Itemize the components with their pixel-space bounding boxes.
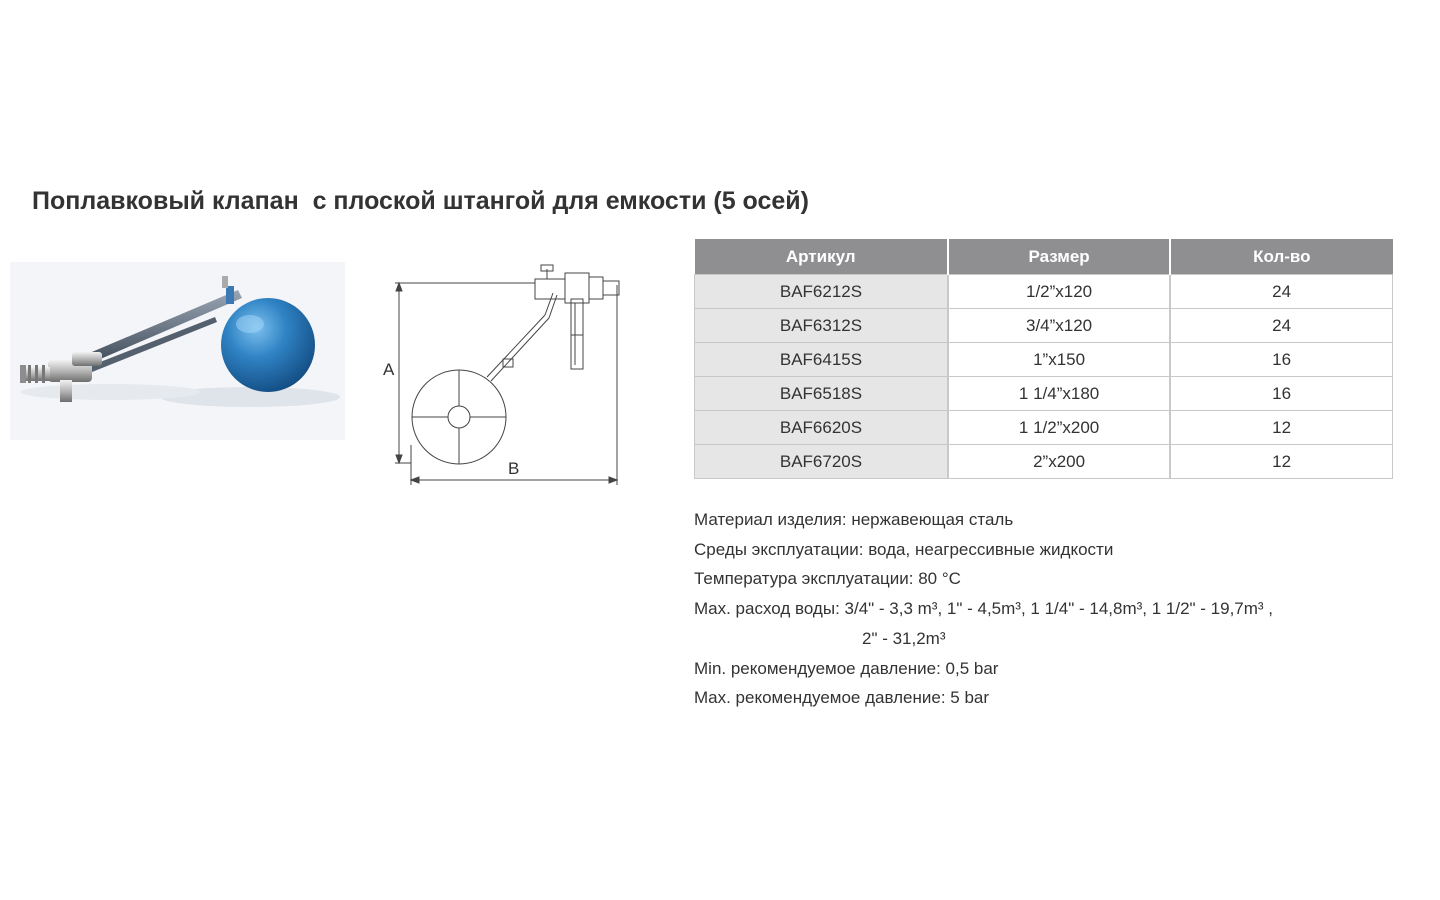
temperature-text: Температура эксплуатации: 80 °C	[694, 569, 961, 589]
cell-article: BAF6620S	[695, 411, 948, 445]
cell-article: BAF6212S	[695, 275, 948, 309]
cell-quantity: 16	[1170, 377, 1392, 411]
cell-article: BAF6518S	[695, 377, 948, 411]
table-row	[695, 411, 1393, 445]
table-row	[695, 309, 1393, 343]
material-text: Материал изделия: нержавеющая сталь	[694, 510, 1014, 529]
max-flow-text: Max. расход воды: 3/4" - 3,3 m³, 1" - 4,5m³, 1 1/4" - 14,8m³, 1 1/2" - 19,7m³ ,	[694, 599, 1274, 619]
cell-quantity: 12	[1170, 411, 1392, 445]
table-row	[695, 275, 1393, 309]
max-flow-continuation: 2" - 31,2m³	[862, 628, 946, 648]
cell-quantity: 24	[1170, 309, 1392, 343]
max-pressure-text: Max. рекомендуемое давление: 5 bar	[694, 688, 990, 708]
cell-article: BAF6720S	[695, 445, 948, 479]
cell-article: BAF6415S	[695, 343, 948, 377]
table-header-row	[695, 239, 1393, 275]
cell-article: BAF6312S	[695, 309, 948, 343]
dimension-a-label: A	[383, 360, 395, 379]
cell-quantity: 24	[1170, 275, 1392, 309]
header-quantity: Кол-во	[1170, 239, 1392, 275]
page-title: Поплавковый клапан с плоской штангой для емкости (5 осей)	[32, 187, 810, 215]
cell-size: 2”x200	[948, 445, 1170, 479]
product-properties	[694, 505, 1273, 713]
product-photo	[10, 262, 345, 440]
header-article: Артикул	[695, 239, 948, 275]
cell-quantity: 16	[1170, 343, 1392, 377]
cell-size: 1 1/4”x180	[948, 377, 1170, 411]
cell-size: 1/2”x120	[948, 275, 1170, 309]
dimension-b-label: B	[508, 459, 520, 478]
header-size: Размер	[948, 239, 1170, 275]
table-row	[695, 343, 1393, 377]
cell-size: 1”x150	[948, 343, 1170, 377]
spec-table	[694, 239, 1393, 479]
cell-size: 1 1/2”x200	[948, 411, 1170, 445]
dimension-drawing	[375, 255, 625, 490]
table-row	[695, 377, 1393, 411]
cell-quantity: 12	[1170, 445, 1392, 479]
min-pressure-text: Min. рекомендуемое давление: 0,5 bar	[694, 658, 999, 678]
cell-size: 3/4”x120	[948, 309, 1170, 343]
table-row	[695, 445, 1393, 479]
media-text: Среды эксплуатации: вода, неагрессивные жидкости	[694, 539, 1114, 559]
